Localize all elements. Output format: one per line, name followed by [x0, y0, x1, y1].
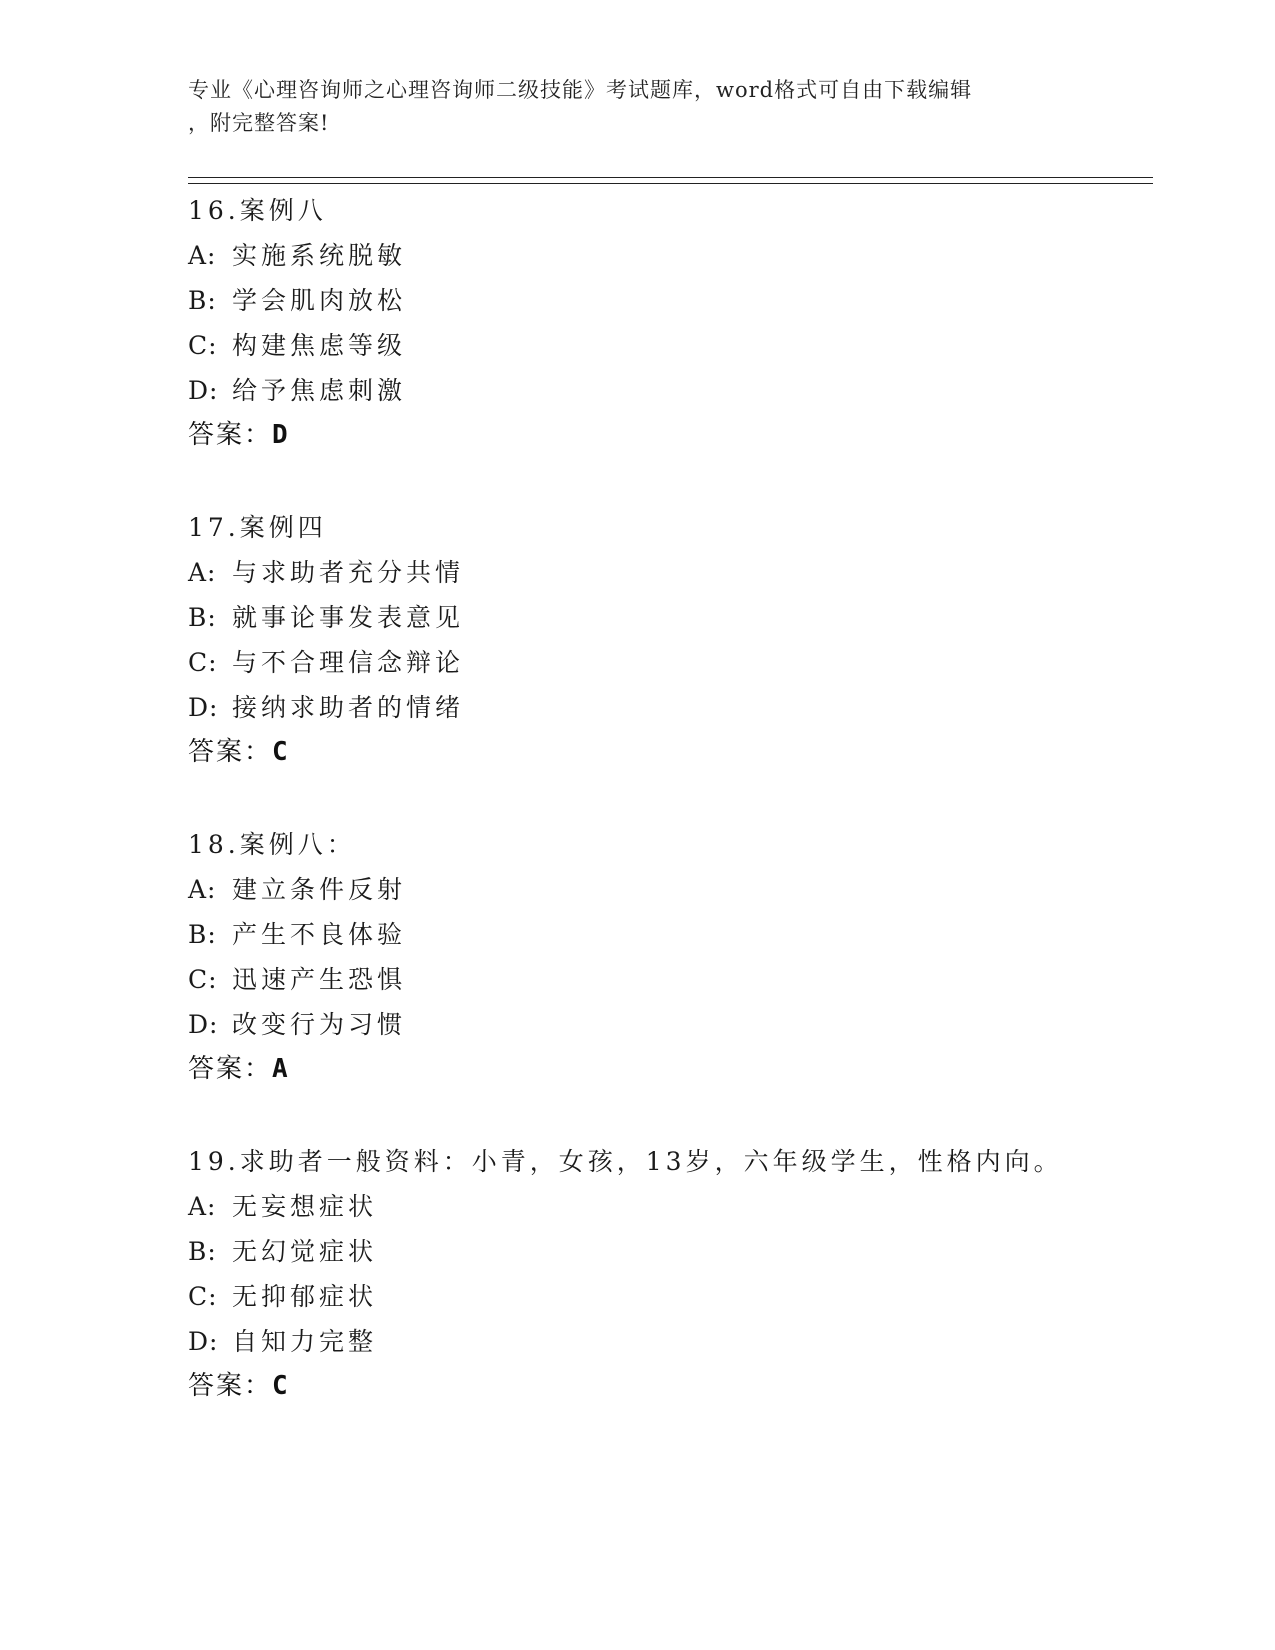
option-b	[188, 595, 1168, 640]
option-key: D:	[188, 1327, 219, 1356]
option-key: C:	[188, 648, 218, 677]
answer-label: 答案：	[188, 1054, 273, 1084]
option-c	[188, 1274, 1168, 1319]
answer-value: A	[272, 1054, 290, 1084]
option-key: B:	[188, 1237, 217, 1266]
option-key: B:	[188, 286, 217, 315]
option-key: D:	[188, 376, 219, 405]
option-d	[188, 1002, 1168, 1047]
option-key: B:	[188, 603, 217, 632]
option-text: 迅速产生恐惧	[232, 965, 407, 994]
answer-value: D	[272, 420, 290, 450]
option-c	[188, 323, 1168, 368]
option-a	[188, 550, 1168, 595]
answer-value: C	[272, 1371, 290, 1401]
option-text: 改变行为习惯	[232, 1010, 407, 1039]
option-text: 给予焦虑刺激	[232, 376, 407, 405]
option-key: D:	[188, 1010, 219, 1039]
option-text: 与求助者充分共情	[232, 558, 465, 587]
option-text: 接纳求助者的情绪	[232, 693, 465, 722]
header-rule-top	[188, 177, 1153, 178]
option-b	[188, 278, 1168, 323]
answer-label: 答案：	[188, 1371, 273, 1401]
answer-line	[188, 413, 1168, 458]
header-rule-bottom	[188, 183, 1153, 184]
option-text: 产生不良体验	[232, 920, 407, 949]
option-key: D:	[188, 693, 219, 722]
option-key: C:	[188, 1282, 218, 1311]
option-d	[188, 1319, 1168, 1364]
question-19	[188, 1139, 1168, 1409]
answer-label: 答案：	[188, 737, 273, 767]
option-a	[188, 233, 1168, 278]
header-line-1: 专业《心理咨询师之心理咨询师二级技能》考试题库，word格式可自由下载编辑	[188, 78, 973, 102]
option-text: 学会肌肉放松	[232, 286, 407, 315]
option-a	[188, 867, 1168, 912]
document-header	[188, 74, 1088, 140]
option-text: 无幻觉症状	[232, 1237, 378, 1266]
question-16	[188, 188, 1168, 458]
option-text: 自知力完整	[232, 1327, 378, 1356]
option-a	[188, 1184, 1168, 1229]
option-text: 与不合理信念辩论	[232, 648, 465, 677]
option-key: A:	[188, 1192, 217, 1221]
option-key: A:	[188, 875, 217, 904]
answer-line	[188, 1047, 1168, 1092]
option-key: C:	[188, 965, 218, 994]
option-b	[188, 1229, 1168, 1274]
option-text: 无妄想症状	[232, 1192, 378, 1221]
answer-line	[188, 730, 1168, 775]
question-title: 16.案例八	[188, 196, 327, 225]
option-d	[188, 368, 1168, 413]
answer-line	[188, 1364, 1168, 1409]
option-text: 实施系统脱敏	[232, 241, 407, 270]
option-d	[188, 685, 1168, 730]
option-text: 建立条件反射	[232, 875, 407, 904]
question-18	[188, 822, 1168, 1092]
option-key: A:	[188, 241, 217, 270]
answer-value: C	[272, 737, 290, 767]
option-key: B:	[188, 920, 217, 949]
option-text: 构建焦虑等级	[232, 331, 407, 360]
answer-label: 答案：	[188, 420, 273, 450]
option-key: A:	[188, 558, 217, 587]
option-b	[188, 912, 1168, 957]
question-title: 18.案例八：	[188, 830, 356, 859]
option-c	[188, 957, 1168, 1002]
option-c	[188, 640, 1168, 685]
option-key: C:	[188, 331, 218, 360]
question-title: 19.求助者一般资料：小青，女孩，13岁，六年级学生，性格内向。	[188, 1147, 1063, 1176]
header-line-2: ，附完整答案!	[188, 111, 330, 135]
question-17	[188, 505, 1168, 775]
option-text: 无抑郁症状	[232, 1282, 378, 1311]
question-title: 17.案例四	[188, 513, 327, 542]
option-text: 就事论事发表意见	[232, 603, 465, 632]
